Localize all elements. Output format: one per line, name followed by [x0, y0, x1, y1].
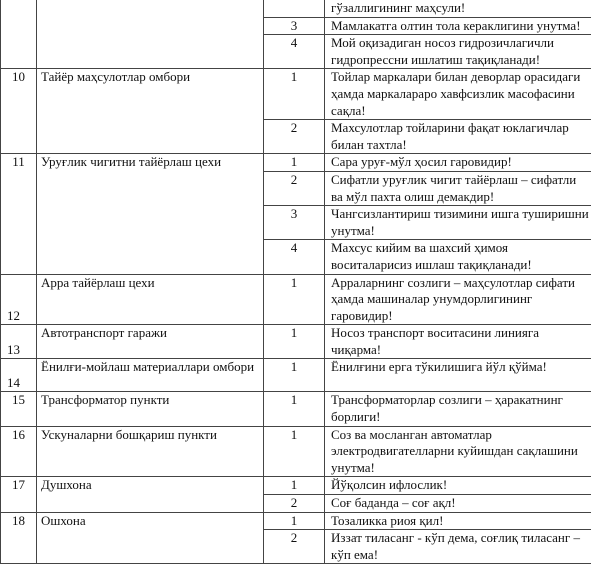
- workshop-name: Ошхона: [37, 512, 264, 564]
- table-row: [1, 426, 591, 477]
- item-text: Носоз транспорт воситасини линияга чиқарма!: [325, 325, 591, 359]
- item-text: Махсус кийим ва шахсий ҳимоя воситаларисиз ишлаш тақиқланади!: [325, 240, 591, 274]
- row-number: 11: [1, 154, 37, 274]
- item-number: 1: [264, 154, 325, 172]
- row-number: 12: [1, 274, 37, 325]
- workshop-name: Уруғлик чигитни тайёрлаш цехи: [37, 154, 264, 274]
- table-row: [1, 359, 591, 392]
- item-text: гўзаллигининг маҳсули!: [325, 0, 591, 17]
- workshop-name: Тайёр маҳсулотлар омбори: [37, 69, 264, 154]
- workshop-name: Арра тайёрлаш цехи: [37, 274, 264, 325]
- item-number: 1: [264, 325, 325, 359]
- item-text: Мой оқизадиган носоз гидрозичлагичли гидропрессни ишлатиш тақиқланади!: [325, 35, 591, 69]
- item-text: Йўқолсин ифлослик!: [325, 477, 591, 495]
- row-number: 10: [1, 69, 37, 154]
- item-number: 1: [264, 359, 325, 392]
- row-number: 16: [1, 426, 37, 477]
- row-number: 17: [1, 477, 37, 512]
- workshop-name: Ускуналарни бошқариш пункти: [37, 426, 264, 477]
- row-number: 13: [1, 325, 37, 359]
- item-text: Тойлар маркалари билан деворлар орасидаги ҳамда маркалараро хавфсизлик масофасини сақла!: [325, 69, 591, 120]
- item-number: 1: [264, 69, 325, 120]
- table-row: [1, 477, 591, 495]
- table-body: [1, 0, 591, 564]
- item-number: 4: [264, 240, 325, 274]
- item-number: 2: [264, 120, 325, 154]
- item-text: Чангсизлантириш тизимини ишга туширишни унутма!: [325, 206, 591, 240]
- table-row: [1, 274, 591, 325]
- table-row: [1, 512, 591, 530]
- row-number: [1, 0, 37, 69]
- item-text: Арраларнинг созлиги – маҳсулотлар сифати ҳамда машиналар унумдорлигининг гаровидир!: [325, 274, 591, 325]
- item-number: 1: [264, 274, 325, 325]
- table-row: [1, 392, 591, 426]
- item-text: Ёнилғини ерга тўкилишига йўл қўйма!: [325, 359, 591, 392]
- workshop-name: Трансформатор пункти: [37, 392, 264, 426]
- item-number: [264, 0, 325, 17]
- row-number: 15: [1, 392, 37, 426]
- table-row: [1, 154, 591, 172]
- item-text: Трансформаторлар созлиги – ҳаракатнинг борлиги!: [325, 392, 591, 426]
- workshop-name: Автотранспорт гаражи: [37, 325, 264, 359]
- item-number: 1: [264, 392, 325, 426]
- item-number: 1: [264, 512, 325, 530]
- item-text: Сара уруғ-мўл ҳосил гаровидир!: [325, 154, 591, 172]
- item-text: Сифатли уруғлик чигит тайёрлаш – сифатли ва мўл пахта олиш демакдир!: [325, 171, 591, 205]
- row-number: 14: [1, 359, 37, 392]
- row-number: 18: [1, 512, 37, 564]
- item-number: 2: [264, 171, 325, 205]
- table-row: [1, 325, 591, 359]
- item-number: 1: [264, 477, 325, 495]
- item-number: 3: [264, 17, 325, 35]
- item-text: Соз ва мосланган автоматлар электродвигателларни куйишдан сақлашини унутма!: [325, 426, 591, 477]
- item-number: 3: [264, 206, 325, 240]
- table-row: [1, 69, 591, 120]
- item-number: 2: [264, 530, 325, 564]
- item-text: Мамлакатга олтин тола кераклигини унутма!: [325, 17, 591, 35]
- item-text: Соғ баданда – соғ ақл!: [325, 495, 591, 513]
- item-number: 4: [264, 35, 325, 69]
- item-number: 1: [264, 426, 325, 477]
- table-row: [1, 0, 591, 17]
- workshop-name: [37, 0, 264, 69]
- item-number: 2: [264, 495, 325, 513]
- workshop-name: Душхона: [37, 477, 264, 512]
- workshop-name: Ёнилғи-мойлаш материаллари омбори: [37, 359, 264, 392]
- item-text: Махсулотлар тойларини фақат юклагичлар билан тахтла!: [325, 120, 591, 154]
- item-text: Иззат тиласанг - кўп дема, соғлиқ тиласанг – кўп ема!: [325, 530, 591, 564]
- item-text: Тозаликка риоя қил!: [325, 512, 591, 530]
